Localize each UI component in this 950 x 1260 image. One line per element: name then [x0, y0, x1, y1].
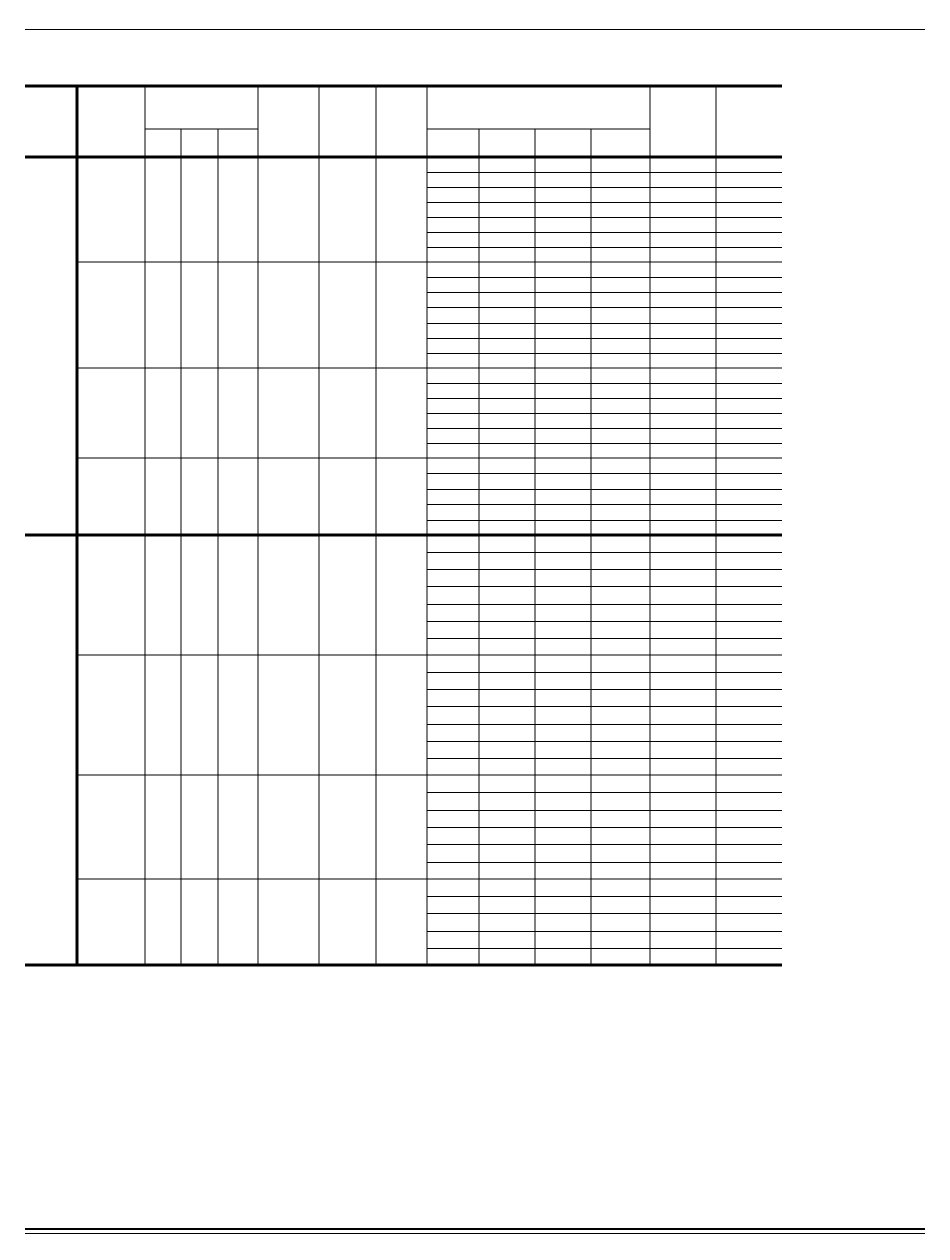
footer-rule-thick	[25, 1228, 925, 1230]
footer-rule-thin	[25, 1233, 925, 1234]
